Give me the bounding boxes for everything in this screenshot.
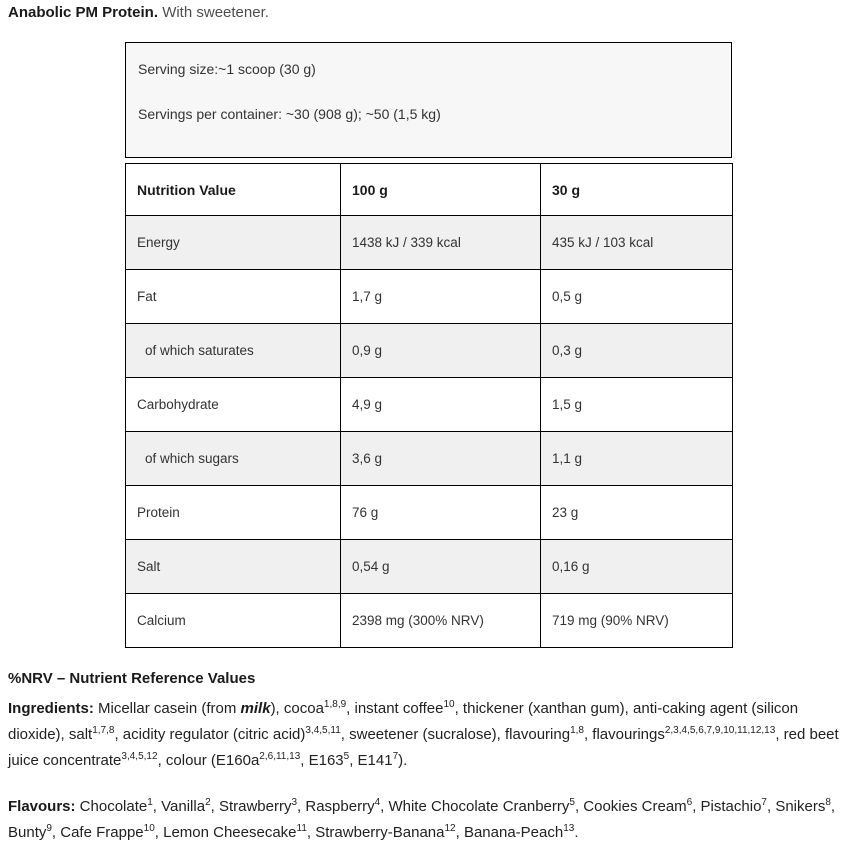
- value-per-30g: 0,5 g: [541, 270, 733, 324]
- nutrient-label: Protein: [126, 486, 341, 540]
- col-header-nutrition-value: Nutrition Value: [126, 164, 341, 216]
- value-per-100g: 4,9 g: [341, 378, 541, 432]
- servings-per-container: Servings per container: ~30 (908 g); ~50 (1,5 kg): [138, 106, 441, 122]
- value-per-30g: 23 g: [541, 486, 733, 540]
- table-row: [126, 432, 733, 486]
- value-per-30g: 1,1 g: [541, 432, 733, 486]
- serving-info-box: [125, 42, 732, 158]
- flavours-paragraph: Flavours: Chocolate$^1$, Vanilla$^2$, Strawberry$^3$, Raspberry$^4$, White Chocolate Cranberry$^5$, Cookies Cream$^6$, Pistachio$^7$, Snikers$^8$, Bunty$^9$, Cafe Frappe$^{10}$, Lemon Cheesecake$^{11}$, Strawberry-Banana$^{12}$, Banana-Peach$^{13}$.: [8, 797, 836, 841]
- nrv-heading: %NRV – Nutrient Reference Values: [8, 670, 256, 687]
- nutrition-table: [125, 163, 733, 648]
- value-per-100g: 2398 mg (300% NRV): [341, 594, 541, 648]
- nutrient-label: Energy: [126, 216, 341, 270]
- col-header-100g: 100 g: [341, 164, 541, 216]
- serving-size: Serving size:~1 scoop (30 g): [138, 61, 316, 77]
- value-per-100g: 0,9 g: [341, 324, 541, 378]
- value-per-30g: 435 kJ / 103 kcal: [541, 216, 733, 270]
- table-row: [126, 486, 733, 540]
- nutrition-table-body: [126, 216, 733, 648]
- value-per-100g: 0,54 g: [341, 540, 541, 594]
- value-per-100g: 1438 kJ / 339 kcal: [341, 216, 541, 270]
- table-row: [126, 324, 733, 378]
- nutrient-label: Calcium: [126, 594, 341, 648]
- ingredients-paragraph: Ingredients: Micellar casein (from milk), cocoa$^{1,8,9}$, instant coffee$^{10}$, thickener (xanthan gum), anti-caking agent (silicon dioxide), salt$^{1,7,8}$, acidity regulator (citric acid)$^{3,4,5,11}$, sweetener (sucralose), flavouring$^{1,8}$, flavourings$^{2,3,4,5,6,7,9,10,11,12,13}$, red beet juice concentrate$^{3,4,5,12}$, colour ($E160a^{2,6,11,13}$, $E163^5$, $E141^7$).: [8, 699, 839, 769]
- nutrient-label: Fat: [126, 270, 341, 324]
- table-row: [126, 540, 733, 594]
- nutrient-label: of which saturates: [126, 324, 341, 378]
- value-per-30g: 0,3 g: [541, 324, 733, 378]
- table-row: [126, 216, 733, 270]
- product-subtitle: With sweetener.: [162, 4, 269, 21]
- nutrient-label: Carbohydrate: [126, 378, 341, 432]
- table-row: [126, 270, 733, 324]
- footnotes-section: [8, 669, 853, 846]
- nutrition-table-header-row: [126, 164, 733, 216]
- value-per-100g: 76 g: [341, 486, 541, 540]
- nutrient-label: Salt: [126, 540, 341, 594]
- value-per-30g: 719 mg (90% NRV): [541, 594, 733, 648]
- value-per-100g: 1,7 g: [341, 270, 541, 324]
- value-per-30g: 0,16 g: [541, 540, 733, 594]
- product-title: Anabolic PM Protein.: [8, 4, 159, 21]
- table-row: [126, 594, 733, 648]
- value-per-30g: 1,5 g: [541, 378, 733, 432]
- value-per-100g: 3,6 g: [341, 432, 541, 486]
- nutrient-label: of which sugars: [126, 432, 341, 486]
- col-header-30g: 30 g: [541, 164, 733, 216]
- table-row: [126, 378, 733, 432]
- product-title-line: [8, 3, 269, 23]
